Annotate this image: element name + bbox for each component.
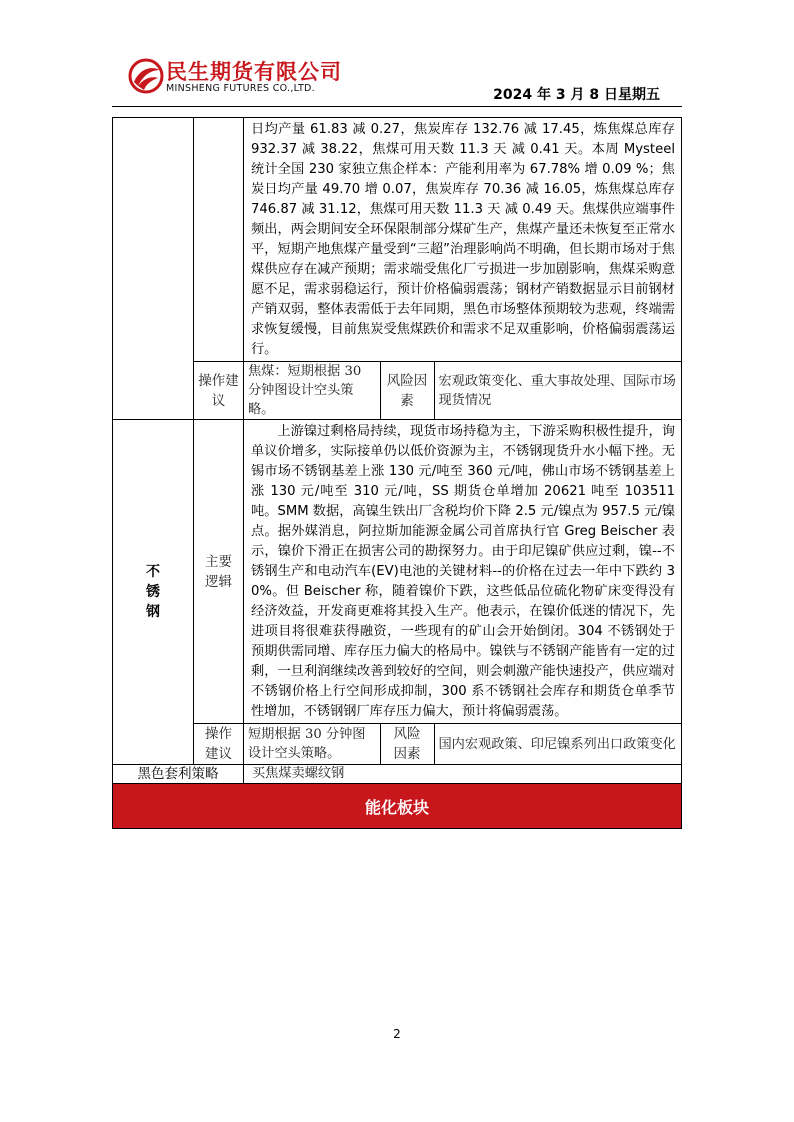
section-row bbox=[113, 784, 682, 829]
coke-logic-text: 日均产量 61.83 减 0.27，焦炭库存 132.76 减 17.45，炼焦煤总库存 932.37 减 38.22，焦煤可用天数 11.3 天 减 0.41 天。本周 Mysteel 统计全国 230 家独立焦企样本：产能利用率为 67.78% 增 0.09 %；焦炭日均产量 49.70 增 0.07，焦炭库存 70.36 减 16.05，炼焦煤总库存 746.87 减 31.12，焦煤可用天数 11.3 天 减 0.49 天。焦煤供应端事件频出，两会期间安全环保限制部分煤矿生产，焦煤产量还未恢复至正常水平，短期产地焦煤产量受到“三超”治理影响尚不明确，但长期市场对于焦煤供应存在减产预期；需求端受焦化厂亏损进一步加剧影响，焦煤采购意愿不足，需求弱稳运行，预计价格偏弱震荡；钢材产销数据显示目前钢材产销双弱，整体表需低于去年同期，黑色市场整体预期较为悲观，终端需求恢复缓慢，目前焦炭受焦煤跌价和需求不足双重影响，价格偏弱震荡运行。 bbox=[244, 118, 682, 362]
stainless-logic-row bbox=[113, 420, 682, 724]
arbitrage-row bbox=[113, 765, 682, 784]
report-date: 2024 年 3 月 8 日星期五 bbox=[493, 87, 660, 103]
section-title: 能化板块 bbox=[113, 784, 682, 829]
arbitrage-label: 黑色套利策略 bbox=[113, 765, 244, 784]
coke-risk-text: 宏观政策变化、重大事故处理、国际市场现货情况 bbox=[434, 362, 681, 419]
stainless-op-inner bbox=[244, 724, 681, 764]
stainless-risk-text: 国内宏观政策、印尼镍系列出口政策变化 bbox=[434, 724, 681, 764]
arbitrage-text: 买焦煤卖螺纹钢 bbox=[244, 765, 682, 784]
coke-op-inner bbox=[244, 362, 681, 419]
page-number: 2 bbox=[393, 1027, 401, 1041]
stainless-op-label: 操作建议 bbox=[194, 724, 244, 765]
coke-category-cell bbox=[113, 118, 194, 420]
coke-op-text: 焦煤：短期根据 30 分钟图设计空头策略。 bbox=[248, 364, 362, 417]
stainless-op-row bbox=[113, 724, 682, 765]
coke-op-row bbox=[113, 362, 682, 420]
minsheng-logo-icon bbox=[128, 58, 164, 94]
commodity-table bbox=[112, 117, 682, 829]
stainless-logic-text: 上游镍过剩格局持续，现货市场持稳为主，下游采购积极性提升，询单议价增多，实际接单仍以低价资源为主，不锈钢现货升水小幅下挫。无锡市场不锈钢基差上涨 130 元/吨至 360 元/吨，佛山市场不锈钢基差上涨 130 元/吨至 310 元/吨，SS 期货仓单增加 20621 吨至 103511 吨。SMM 数据，高镍生铁出厂含税均价下降 2.5 元/镍点为 957.5 元/镍点。据外媒消息，阿拉斯加能源金属公司首席执行官 Greg Beischer 表示，镍价下滑正在损害公司的勘探努力。由于印尼镍矿供应过剩，镍--不锈钢生产和电动汽车(EV)电池的关键材料--的价格在过去一年中下跌约 30%。但 Beischer 称，随着镍价下跌，这些低品位硫化物矿床变得没有经济效益，开发商更难将其投入生产。他表示，在镍价低迷的情况下，先进项目将很难获得融资，一些现有的矿山会开始倒闭。304 不锈钢处于预期供需同增、库存压力偏大的格局中。镍铁与不锈钢产能皆有一定的过剩，一旦利润继续改善到较好的空间，则会刺激产能快速投产，供应端对不锈钢价格上行空间形成抑制，300 系不锈钢社会库存和期货仓单季节性增加，不锈钢钢厂库存压力偏大，预计将偏弱震荡。 bbox=[244, 420, 682, 724]
stainless-logic-label: 主要逻辑 bbox=[194, 420, 244, 724]
company-name-en: MINSHENG FUTURES CO.,LTD. bbox=[166, 83, 315, 94]
company-name-cn: 民生期货有限公司 bbox=[166, 60, 342, 84]
header-divider bbox=[112, 106, 682, 107]
coke-logic-row bbox=[113, 118, 682, 362]
stainless-category: 不锈钢 bbox=[113, 420, 194, 765]
company-logo bbox=[128, 56, 368, 106]
stainless-risk-label: 风险因素 bbox=[380, 724, 434, 764]
coke-op-label: 操作建议 bbox=[194, 362, 244, 420]
coke-logic-label-cell bbox=[194, 118, 244, 362]
coke-risk-label: 风险因素 bbox=[380, 362, 434, 419]
stainless-op-text: 短期根据 30 分钟图设计空头策略。 bbox=[248, 727, 366, 761]
